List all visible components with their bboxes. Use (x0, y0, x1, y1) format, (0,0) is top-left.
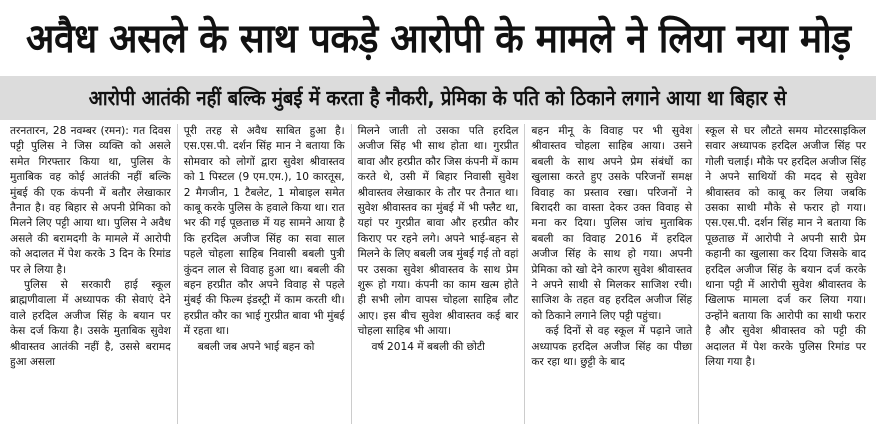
article-column-3 (352, 124, 526, 424)
paragraph: बबली जब अपने भाई बहन को (197, 340, 315, 353)
subheadline-text: आरोपी आतंकी नहीं बल्कि मुंबई में करता है नौकरी, प्रेमिका के पति को ठिकाने लगाने आया था बिहार से (89, 86, 787, 110)
paragraph: स्कूल से घर लौटते समय मोटरसाइकिल सवार अध्यापक हरदिल अजीज सिंह पर गोली चलाई। मौके पर हरदिल अजीज सिंह ने अपने साथियों की मदद से सुवेश श्रीवास्तव को काबू कर लिया जबकि उसका साथी मौके से फरार हो गया। एस.एस.पी. दर्शन सिंह मान ने बताया कि पूछताछ में आरोपी ने अपनी सारी प्रेम कहानी का खुलासा कर दिया जिसके बाद हरदिल अजीज सिंह के बयान दर्ज करके थाना पट्टी में आरोपी सुवेश श्रीवास्तव के खिलाफ मामला दर्ज कर लिया गया। उन्होंने बताया कि आरोपी का साथी फरार है और सुवेश श्रीवास्तव को पट्टी की अदालत में पेश करके पुलिस रिमांड पर लिया गया है। (705, 125, 866, 369)
subheadline-band (0, 76, 876, 120)
article-column-2 (178, 124, 352, 424)
paragraph: पुलिस से सरकारी हाई स्कूल ब्राह्मणीवाला में अध्यापक की सेवाएं देने वाले हरदिल अजीज सिंह के बयान पर केस दर्ज किया है। उसके मुताबिक सुवेश श्रीवास्तव आतंकी नहीं है, उससे बरामद हुआ असला (10, 279, 171, 369)
paragraph: पूरी तरह से अवैध साबित हुआ है। एस.एस.पी. दर्शन सिंह मान ने बताया कि सोमवार को लोगों द्वारा सुवेश श्रीवास्तव को 1 पिस्टल (9 एम.एम.), 10 कारतूस, 2 मैगजीन, 1 टैबलेट, 1 मोबाइल समेत काबू करके पुलिस के हवाले किया था। रात भर की गई पूछताछ में यह सामने आया है कि हरदिल अजीज सिंह का सवा साल पहले चोहला साहिब निवासी बबली पुत्री कुंदन लाल से विवाह हुआ था। बबली की बहन हरप्रीत कौर अपने विवाह से पहले मुंबई की फिल्म इंडस्ट्री में काम करती थी। हरप्रीत कौर का भाई गुरप्रीत बावा भी मुंबई में रहता था। (183, 125, 345, 338)
paragraph: तरनतारन, 28 नवम्बर (रमन): गत दिवस पट्टी पुलिस ने जिस व्यक्ति को असले समेत गिरफ्तार किया था, पुलिस के मुताबिक वह कोई आतंकी नहीं बल्कि मुंबई की एक कंपनी में बतौर लेखाकार तैनात है। वह बिहार से अपनी प्रेमिका को मिलने लिए पट्टी आया था। पुलिस ने अवैध असले की बरामदगी के मामले में आरोपी को अदालत में पेश करके 3 दिन के रिमांड पर ले लिया है। (10, 125, 171, 276)
article-column-1 (4, 124, 178, 424)
paragraph: बहन मीनू के विवाह पर भी सुवेश श्रीवास्तव चोहला साहिब आया। उसने बबली के साथ अपने प्रेम संबंधों का खुलासा करते हुए उसके परिजनों समक्ष विवाह का प्रस्ताव रखा। परिजनों ने बिरादरी का वास्ता देकर उक्त विवाह से मना कर दिया। पुलिस जांच मुताबिक बबली का विवाह 2016 में हरदिल अजीज सिंह के साथ हो गया। अपनी प्रेमिका को खो देने कारण सुवेश श्रीवास्तव ने अपने साथी से मिलकर साजिश रची। साजिश के तहत वह हरदिल अजीज सिंह को ठिकाने लगाने लिए पट्टी पहुंचा। (531, 125, 693, 322)
article-columns (4, 124, 872, 424)
headline-text: अवैध असले के साथ पकड़े आरोपी के मामले ने लिया नया मोड़ (25, 15, 851, 62)
paragraph: मिलने जाती तो उसका पति हरदिल अजीज सिंह भी साथ होता था। गुरप्रीत बावा और हरप्रीत कौर जिस कंपनी में काम करते थे, उसी में बिहार निवासी सुवेश श्रीवास्तव लेखाकार के तौर पर तैनात था। सुवेश श्रीवास्तव का मुंबई में भी फ्लैट था, यहां पर गुरप्रीत बावा और हरप्रीत कौर किराए पर रहने लगे। अपने भाई-बहन से मिलने के लिए बबली जब मुंबई गई तो वहां पर उसका सुवेश श्रीवास्तव के साथ प्रेम शुरू हो गया। कंपनी का काम खत्म होते ही सभी लोग वापस चोहला साहिब लौट आए। इस बीच सुवेश श्रीवास्तव कई बार चोहला साहिब भी आया। (357, 125, 519, 338)
article-column-4 (525, 124, 699, 424)
headline (0, 0, 876, 72)
paragraph: कई दिनों से वह स्कूल में पढ़ाने जाते अध्यापक हरदिल अजीज सिंह का पीछा कर रहा था। छुट्टी के बाद (531, 325, 693, 369)
article-column-5 (699, 124, 872, 424)
paragraph: वर्ष 2014 में बबली की छोटी (371, 340, 485, 353)
